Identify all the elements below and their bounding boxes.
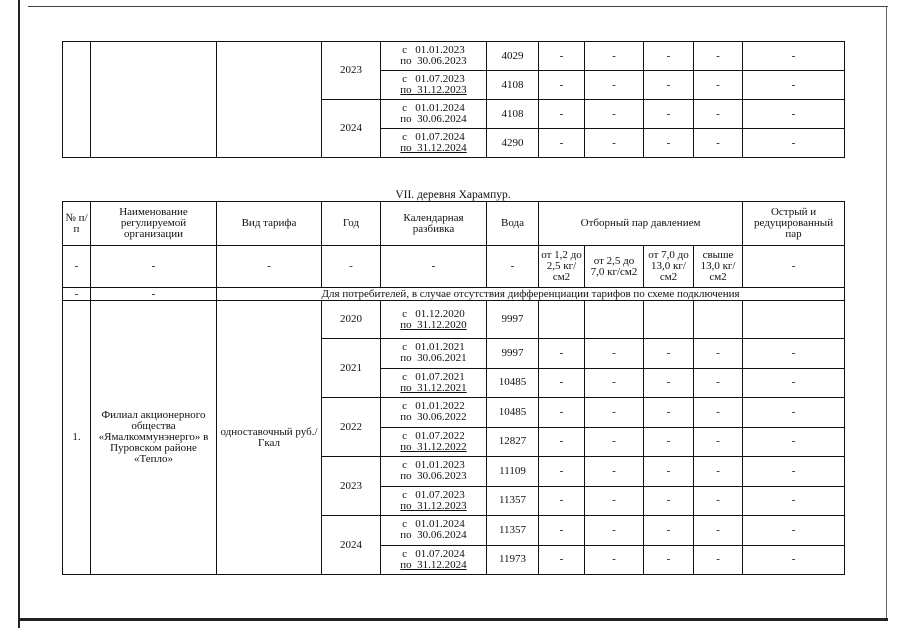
steam-value: - (585, 100, 644, 129)
harampur-tariff-table (62, 201, 845, 575)
note-org: - (91, 288, 217, 301)
steam-value: - (644, 516, 694, 546)
dash-tariff: - (217, 246, 322, 288)
steam-value (644, 301, 694, 339)
steam-value: - (585, 516, 644, 546)
steam-value: - (539, 486, 585, 516)
steam-value: - (743, 545, 845, 575)
period-to: по 31.12.2022 (400, 440, 467, 453)
period-to: по 31.12.2020 (400, 318, 467, 331)
dash-org: - (91, 246, 217, 288)
period-from: с 01.07.2023 (402, 488, 465, 501)
calendar-period (381, 129, 487, 158)
steam-value: - (694, 100, 743, 129)
calendar-period (381, 545, 487, 575)
steam-value: - (585, 486, 644, 516)
steam-value: - (694, 339, 743, 369)
steam-value: - (694, 427, 743, 457)
water-value: 11973 (487, 545, 539, 575)
calendar-period (381, 100, 487, 129)
year-cell: 2024 (322, 100, 381, 158)
header-steam-range: от 1,2 до 2,5 кг/см2 (539, 246, 585, 288)
period-from: с 01.01.2023 (402, 459, 465, 472)
dash-calendar: - (381, 246, 487, 288)
header-steam-range: от 7,0 до 13,0 кг/см2 (644, 246, 694, 288)
steam-value: - (585, 368, 644, 398)
period-from: с 01.01.2021 (402, 341, 465, 354)
table-row (63, 42, 845, 71)
header-steam-range: свыше 13,0 кг/см2 (694, 246, 743, 288)
water-value: 11109 (487, 457, 539, 487)
water-value: 9997 (487, 301, 539, 339)
water-value: 10485 (487, 398, 539, 428)
top-tariff-table (62, 41, 845, 158)
dash-water: - (487, 246, 539, 288)
period-from: с 01.07.2021 (402, 370, 465, 383)
calendar-period (381, 516, 487, 546)
page-border-bottom (18, 618, 888, 621)
steam-value: - (539, 339, 585, 369)
steam-value: - (743, 129, 845, 158)
note-num: - (63, 288, 91, 301)
water-value: 9997 (487, 339, 539, 369)
steam-value: - (644, 339, 694, 369)
header-water: Вода (487, 202, 539, 246)
steam-value: - (539, 368, 585, 398)
period-to: по 31.12.2021 (400, 381, 467, 394)
header-sharp-steam: Острый и редуцированный пар (743, 202, 845, 246)
header-steam: Отборный пар давлением (539, 202, 743, 246)
period-from: с 01.12.2020 (402, 307, 465, 320)
org-cell-empty (91, 42, 217, 158)
steam-value: - (694, 368, 743, 398)
steam-value: - (539, 71, 585, 100)
period-to: по 31.12.2023 (400, 84, 467, 96)
water-value: 12827 (487, 427, 539, 457)
period-to: по 31.12.2024 (400, 558, 467, 571)
steam-value: - (585, 398, 644, 428)
organization-name: Филиал акционерного общества «Ямалкоммунэнерго» в Пуровском районе «Тепло» (91, 301, 217, 575)
steam-value: - (644, 368, 694, 398)
steam-value: - (644, 100, 694, 129)
section-title: VII. деревня Харампур. (395, 189, 511, 201)
steam-value (743, 301, 845, 339)
header-org: Наименование регулируемой организации (91, 202, 217, 246)
water-value: 10485 (487, 368, 539, 398)
steam-value: - (743, 427, 845, 457)
row-number: 1. (63, 301, 91, 575)
table-row (63, 301, 845, 339)
calendar-period (381, 427, 487, 457)
year-cell: 2023 (322, 42, 381, 100)
steam-value: - (694, 545, 743, 575)
steam-value: - (743, 100, 845, 129)
water-value: 4108 (487, 100, 539, 129)
steam-value: - (585, 427, 644, 457)
steam-value: - (694, 42, 743, 71)
steam-value: - (743, 368, 845, 398)
steam-value (585, 301, 644, 339)
period-from: с 01.01.2024 (402, 102, 465, 114)
steam-value: - (694, 71, 743, 100)
period-from: с 01.01.2022 (402, 400, 465, 413)
calendar-period (381, 368, 487, 398)
period-to: по 30.06.2021 (400, 352, 467, 365)
steam-value: - (585, 71, 644, 100)
calendar-period (381, 339, 487, 369)
note-row (63, 288, 845, 301)
steam-value: - (694, 486, 743, 516)
period-to: по 30.06.2023 (400, 470, 467, 483)
steam-value: - (585, 545, 644, 575)
calendar-period (381, 42, 487, 71)
steam-value: - (585, 339, 644, 369)
steam-value: - (585, 129, 644, 158)
steam-value: - (694, 457, 743, 487)
header-year: Год (322, 202, 381, 246)
page-border-top (28, 6, 888, 7)
tariff-cell-empty (217, 42, 322, 158)
steam-value: - (694, 129, 743, 158)
steam-value: - (644, 545, 694, 575)
page-border-right (886, 6, 887, 620)
period-from: с 01.01.2023 (402, 44, 465, 56)
year-cell: 2022 (322, 398, 381, 457)
period-to: по 30.06.2024 (400, 113, 467, 125)
steam-value: - (644, 71, 694, 100)
year-cell: 2020 (322, 301, 381, 339)
tariff-type: одноставочный руб./Гкал (217, 301, 322, 575)
steam-value (539, 301, 585, 339)
steam-value: - (743, 71, 845, 100)
header-calendar: Календарная разбивка (381, 202, 487, 246)
steam-value (694, 301, 743, 339)
steam-value: - (644, 486, 694, 516)
steam-value: - (539, 427, 585, 457)
steam-value: - (644, 42, 694, 71)
subheader-row (63, 246, 845, 288)
dash-num: - (63, 246, 91, 288)
steam-value: - (743, 457, 845, 487)
period-to: по 30.06.2023 (400, 55, 467, 67)
dash-year: - (322, 246, 381, 288)
steam-value: - (743, 339, 845, 369)
period-from: с 01.07.2024 (402, 131, 465, 143)
calendar-period (381, 398, 487, 428)
water-value: 4290 (487, 129, 539, 158)
header-tariff: Вид тарифа (217, 202, 322, 246)
num-cell-empty (63, 42, 91, 158)
steam-value: - (539, 516, 585, 546)
steam-value: - (694, 516, 743, 546)
period-from: с 01.07.2024 (402, 547, 465, 560)
calendar-period (381, 486, 487, 516)
header-steam-range: от 2,5 до 7,0 кг/см2 (585, 246, 644, 288)
period-to: по 31.12.2024 (400, 142, 467, 154)
header-row (63, 202, 845, 246)
year-cell: 2021 (322, 339, 381, 398)
header-num: № п/п (63, 202, 91, 246)
steam-value: - (585, 457, 644, 487)
steam-value: - (585, 42, 644, 71)
page-border-left (18, 0, 20, 628)
steam-value: - (743, 516, 845, 546)
water-value: 11357 (487, 516, 539, 546)
water-value: 4108 (487, 71, 539, 100)
year-cell: 2024 (322, 516, 381, 575)
water-value: 4029 (487, 42, 539, 71)
period-to: по 30.06.2022 (400, 411, 467, 424)
steam-value: - (539, 42, 585, 71)
steam-value: - (644, 398, 694, 428)
period-from: с 01.07.2022 (402, 429, 465, 442)
period-from: с 01.07.2023 (402, 73, 465, 85)
steam-value: - (644, 427, 694, 457)
steam-value: - (644, 457, 694, 487)
steam-value: - (539, 129, 585, 158)
calendar-period (381, 301, 487, 339)
calendar-period (381, 71, 487, 100)
note-text: Для потребителей, в случае отсутствия дифференциации тарифов по схеме подключения (217, 288, 845, 301)
year-cell: 2023 (322, 457, 381, 516)
steam-value: - (743, 42, 845, 71)
steam-value: - (694, 398, 743, 428)
steam-value: - (539, 398, 585, 428)
steam-value: - (743, 398, 845, 428)
dash-sharp: - (743, 246, 845, 288)
water-value: 11357 (487, 486, 539, 516)
period-to: по 31.12.2023 (400, 499, 467, 512)
period-to: по 30.06.2024 (400, 529, 467, 542)
steam-value: - (539, 545, 585, 575)
steam-value: - (539, 457, 585, 487)
calendar-period (381, 457, 487, 487)
period-from: с 01.01.2024 (402, 518, 465, 531)
steam-value: - (644, 129, 694, 158)
steam-value: - (539, 100, 585, 129)
steam-value: - (743, 486, 845, 516)
